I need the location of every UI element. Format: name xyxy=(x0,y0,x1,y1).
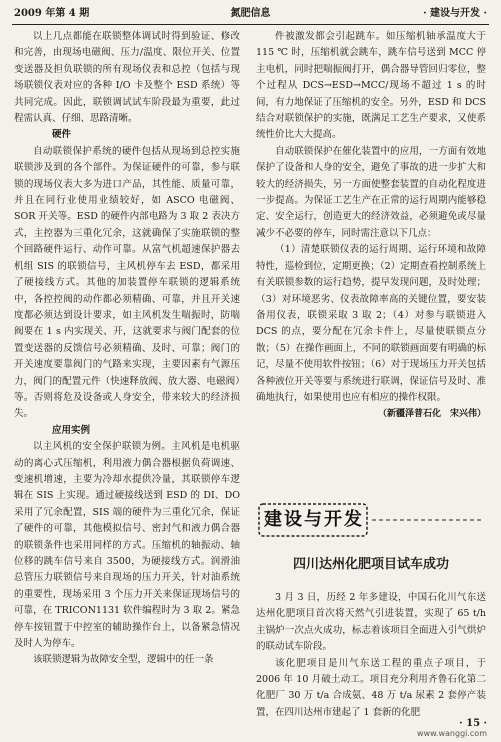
paragraph: 3 月 3 日，历经 2 年多建设，中国石化川气东送达州化肥项目首次将天然气引进装置，实现了 65 t/h 主锅炉一次点火成功，标志着该项目全面进入引气烘炉的联动试车阶段。 xyxy=(256,592,486,653)
paragraph: 以上几点都能在联锁整体调试时得到验证、修改和完善，由现场电磁阀、压力/温度、限位开关、位置变送器及担负联锁的所有现场仪表和总控（包括与现场联锁仪表对应的各种 I/O 卡及整个 ESD 系统）等共同完成。因此，联锁调试试车阶段最为重要，此过程需认真、仔细、思路清晰。 xyxy=(14,31,240,125)
issue-label: 2009 年第 4 期 xyxy=(14,8,90,19)
right-column xyxy=(256,29,486,423)
paragraph: 该联锁逻辑为故障安全型，逻辑中的任一条 xyxy=(33,654,214,666)
subheading-example: 应用实例 xyxy=(52,424,91,436)
paragraph: （1）清楚联锁仪表的运行周期、运行环境和故障特性，巡检到位，定期更换；（2）定期查看控制系统上有关联锁参数的运行趋势，提早发现问题，及时处理；（3）对环境恶劣、仪表故障率高的关键位置，要安装备用仪表，联锁采取 3 取 2；（4）对参与联锁进入 DCS 的点，要分配在冗余卡件上，尽量使联锁点分散；（5）在操作画面上，不同的联锁画面要有明确的标记，尽量不使用软件按钮；（6）对于现场压力开关包括各种液位开关等要与系统进行联调，保证信号及时、准确地执行，如果使用也应有相应的操作权限。 xyxy=(256,244,486,403)
article-title: 四川达州化肥项目试车成功 xyxy=(292,557,449,572)
paragraph: 以主风机的安全保护联锁为例。主风机是电机驱动的离心式压缩机，利用液力偶合器根据负荷调速、变速机增速，主要为冷却水提供冷量，其联锁停车逻辑在 SIS 上实现。通过硬接线送到 ESD 的 DI、DO 采用了冗余配置，SIS 端的硬件为三重化冗余，保证了硬件的可靠，其他模拟信号、密封气和液力偶合器的联锁条件也采用同样的方式。压缩机的轴振动、轴位移的跳车信号来自 3500，为硬接线方式。润滑油总管压力联锁信号来自现场的压力开关，针对油系统的重要性，现场采用 3 个压力开关来保证现场信号的可靠，在 TRICON1131 软件编程时为 3 取 2。紧急停车按钮置于中控室的辅助操作台上，以备紧急情况及时人为停车。 xyxy=(14,441,240,650)
section-label: · 建设与开发 · xyxy=(423,8,487,19)
subheading-hardware: 硬件 xyxy=(52,129,72,141)
section-banner-title: 建设与开发 xyxy=(264,509,364,530)
left-column xyxy=(14,29,240,669)
page-number: · 15 · xyxy=(459,718,487,729)
article-body xyxy=(256,590,486,721)
paragraph: 自动联锁保护系统的硬件包括从现场到总控实施联锁涉及到的各个部件。为保证硬件的可靠，参与联锁的现场仪表大多为进口产品，其性能、质量可靠，并且在同行业使用业绩较好，如 ASCO 电磁阀、SOR 开关等。ESD 的硬件内部电路为 3 取 2 表决方式，主控器为三重化冗余，这就确保了实施联锁的整个回路硬件运行、动作可靠。从富气机超速保护器去机组 SIS 的联锁信号，主风机停车去 ESD，都采用了硬接线方式。其他的加装置停车联锁的逻辑系统中，各控控阀的动作都必须精确、可靠，并且开关速度都必须达到设计要求，如主风机发生喘振时，防喘阀要在 1 s 内实现关、开，这就要求与阀门配套的位置变送器的反馈信号必须精确、及时、可靠；阀门的开关速度要靠阀门的气路来实现，主要因素有气源压力，阀门的配置元件（快速释放阀、放大器、电磁阀）等。否则将危及设备或人身安全，带来较大的经济损失。 xyxy=(14,145,240,420)
site-watermark: www.wanggi.com xyxy=(417,729,487,738)
author-signature: （新疆泽普石化 宋兴伟） xyxy=(377,409,486,420)
paragraph: 件被激发都会引起跳车。如压缩机轴承温度大于 115 ℃ 时，压缩机就会跳车，跳车信号送到 MCC 停主电机，同时把喘振阀打开，偶合器导管回归零位，整个过程从 DCS→ESD→MCC/现场不超过 1 s 的时间，有力地保证了压缩机的安全。另外，ESD 和 DCS 结合对联锁保护的实施，既满足工艺生产要求，又使系统性价比大大提高。 xyxy=(256,31,486,141)
paragraph: 该化肥项目是川气东送工程的重点子项目，于 2006 年 10 月破土动工。项目充分利用齐鲁石化第二化肥厂 30 万 t/a 合成氨、48 万 t/a 尿素 2 套停产装置，在四川达州市建起了 1 套新的化肥 xyxy=(256,657,486,718)
journal-name: 氮肥信息 xyxy=(230,8,271,19)
page-header xyxy=(12,4,489,25)
section-banner xyxy=(256,500,486,540)
paragraph: 自动联锁保护在催化装置中的应用，一方面有效地保护了设备和人身的安全，避免了事故的进一步扩大和较大的经济损失，另一方面使整套装置的自动化程度进一步提高。为保证工艺生产在正常的运行周期内能够稳定、安全运行，创造更大的经济效益，必须避免或尽量减少不必要的停车，同时需注意以下几点： xyxy=(256,145,486,239)
